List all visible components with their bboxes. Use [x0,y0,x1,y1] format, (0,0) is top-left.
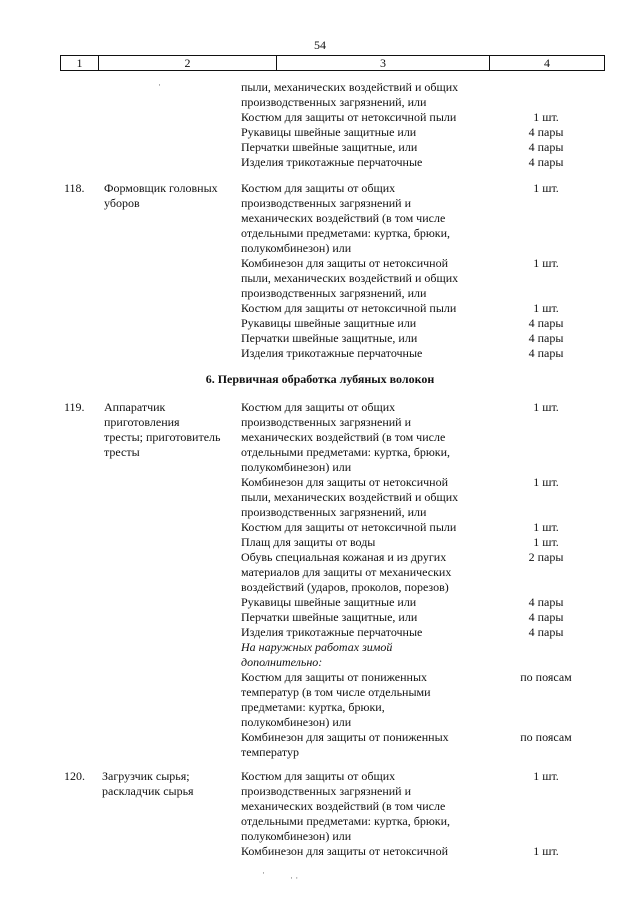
item-text: Костюм для защиты от общих [241,769,396,783]
item-text: воздействий (ударов, проколов, порезов) [241,580,449,594]
table-header [60,55,605,71]
page-number: 54 [314,38,326,52]
item-text: Костюм для защиты от нетоксичной пыли [241,110,457,124]
item-text: Перчатки швейные защитные, или [241,331,418,345]
scan-mark: · · [290,873,299,883]
section-title: 6. Первичная обработка лубяных волокон [205,372,435,386]
item-qty: 1 шт. [533,520,559,534]
occupation-name: тресты [104,445,140,459]
item-text: Изделия трикотажные перчаточные [241,155,423,169]
item-text: производственных загрязнений и [241,784,412,798]
item-qty: 4 пары [528,625,564,639]
row-number: 118. [64,181,85,195]
item-text: полукомбинезон) или [241,829,352,843]
item-text: Изделия трикотажные перчаточные [241,625,423,639]
item-text: пыли, механических воздействий и общих [241,271,459,285]
item-note: На наружных работах зимой [241,640,393,654]
item-text: пыли, механических воздействий и общих [241,80,459,94]
item-qty: 1 шт. [533,400,559,414]
occupation-name: приготовления [104,415,180,429]
item-qty: 4 пары [528,346,564,360]
item-text: производственных загрязнений и [241,415,412,429]
item-text: полукомбинезон) или [241,460,352,474]
item-text: Перчатки швейные защитные, или [241,610,418,624]
item-qty: по поясам [520,670,572,684]
item-text: механических воздействий (в том числе [241,799,446,813]
item-text: механических воздействий (в том числе [241,430,446,444]
item-qty: 4 пары [528,316,564,330]
item-text: Комбинезон для защиты от пониженных [241,730,449,744]
header-col-1: 1 [76,56,83,70]
item-text: Плащ для защиты от воды [241,535,376,549]
item-text: производственных загрязнений, или [241,286,427,300]
row-number: 119. [64,400,85,414]
item-text: механических воздействий (в том числе [241,211,446,225]
item-qty: по поясам [520,730,572,744]
item-text: отдельными предметами: куртка, брюки, [241,445,451,459]
item-qty: 4 пары [528,125,564,139]
item-text: Комбинезон для защиты от нетоксичной [241,475,449,489]
occupation-name: Аппаратчик [104,400,166,414]
item-text: Костюм для защиты от нетоксичной пыли [241,520,457,534]
item-text: пыли, механических воздействий и общих [241,490,459,504]
item-text: отдельными предметами: куртка, брюки, [241,814,451,828]
item-qty: 1 шт. [533,301,559,315]
item-text: Костюм для защиты от общих [241,400,396,414]
item-qty: 4 пары [528,155,564,169]
item-text: производственных загрязнений, или [241,95,427,109]
occupation-name: раскладчик сырья [102,784,194,798]
item-text: Костюм для защиты от общих [241,181,396,195]
item-qty: 4 пары [528,610,564,624]
row-number: 120. [64,769,85,783]
item-qty: 1 шт. [533,769,559,783]
item-text: Костюм для защиты от пониженных [241,670,428,684]
item-text: полукомбинезон) или [241,715,352,729]
occupation-name: уборов [104,196,140,210]
item-qty: 4 пары [528,331,564,345]
item-text: Изделия трикотажные перчаточные [241,346,423,360]
item-qty: 1 шт. [533,110,559,124]
item-qty: 4 пары [528,140,564,154]
item-text: предметами: куртка, брюки, [241,700,385,714]
scan-mark: · [262,868,265,878]
item-text: полукомбинезон) или [241,241,352,255]
item-qty: 2 пары [528,550,564,564]
item-qty: 1 шт. [533,181,559,195]
item-text: Рукавицы швейные защитные или [241,595,417,609]
item-qty: 4 пары [528,595,564,609]
header-col-2: 2 [184,56,191,70]
header-col-3: 3 [380,56,386,70]
item-text: производственных загрязнений, или [241,505,427,519]
occupation-name: тресты; приготовитель [104,430,221,444]
item-text: Комбинезон для защиты от нетоксичной [241,844,449,858]
item-qty: 1 шт. [533,844,559,858]
item-text: Костюм для защиты от нетоксичной пыли [241,301,457,315]
item-text: Перчатки швейные защитные, или [241,140,418,154]
item-text: Рукавицы швейные защитные или [241,316,417,330]
item-text: материалов для защиты от механических [241,565,452,579]
item-text: производственных загрязнений и [241,196,412,210]
item-text: Рукавицы швейные защитные или [241,125,417,139]
occupation-name: Загрузчик сырья; [102,769,190,783]
occupation-name: Формовщик головных [104,181,218,195]
item-qty: 1 шт. [533,535,559,549]
item-text: температур (в том числе отдельными [241,685,431,699]
item-note: дополнительно: [241,655,323,669]
item-text: отдельными предметами: куртка, брюки, [241,226,451,240]
item-text: температур [241,745,300,759]
item-text: Обувь специальная кожаная и из других [241,550,447,564]
item-qty: 1 шт. [533,475,559,489]
scan-mark: · [158,80,161,90]
item-qty: 1 шт. [533,256,559,270]
item-text: Комбинезон для защиты от нетоксичной [241,256,449,270]
header-col-4: 4 [544,56,550,70]
